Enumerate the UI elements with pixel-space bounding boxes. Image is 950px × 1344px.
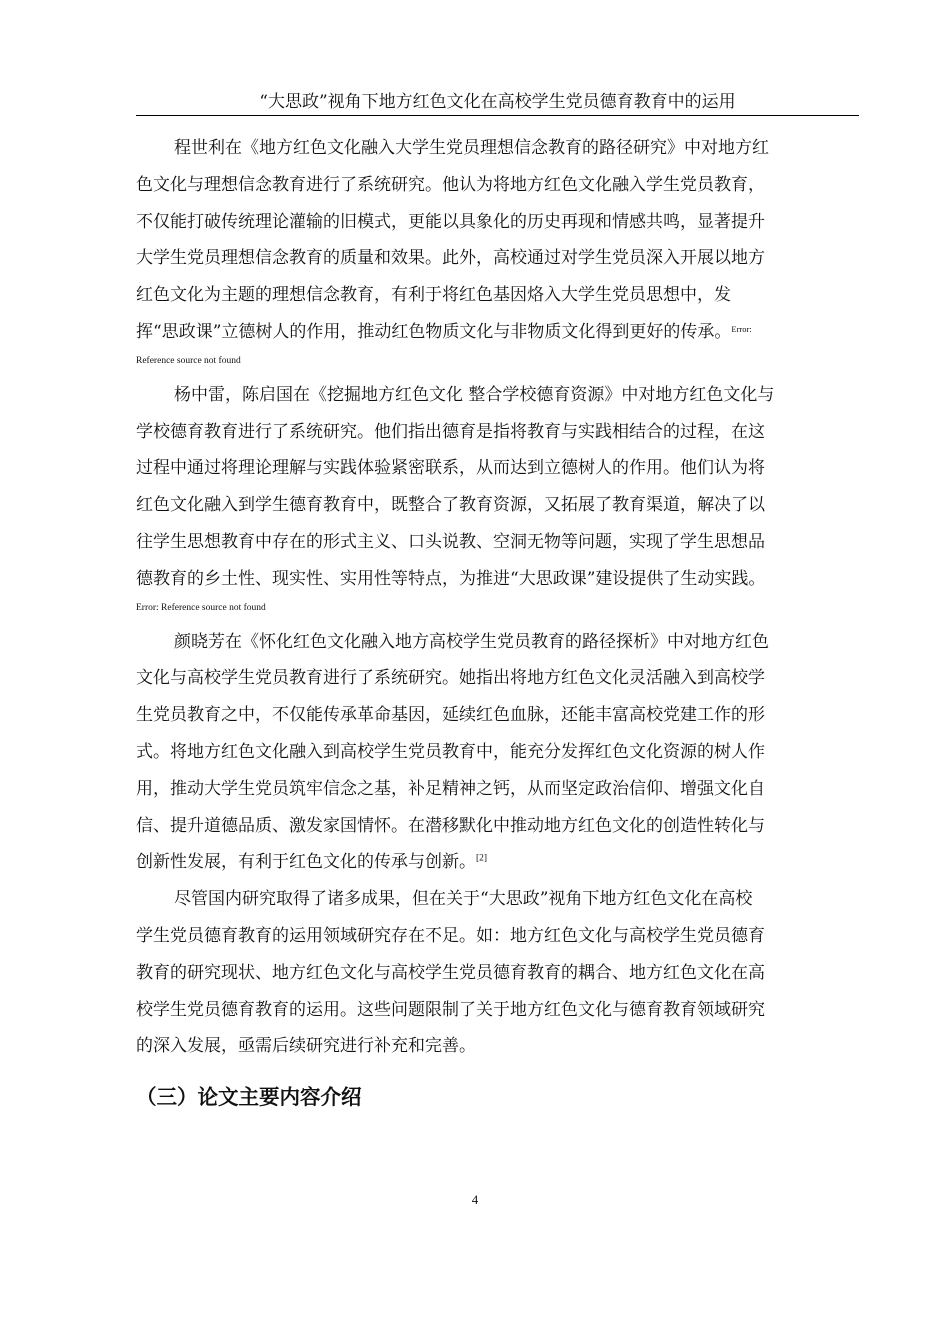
document-body	[136, 130, 848, 1117]
paragraph-research-gap	[136, 881, 848, 1065]
citation-marker: [2]	[476, 853, 488, 864]
reference-error-note: Error: Reference source not found	[136, 602, 266, 613]
paragraph-line: 学校德育教育进行了系统研究。他们指出德育是指将教育与实践相结合的过程，在这	[136, 421, 765, 442]
paragraph-line: 生党员教育之中，不仅能传承革命基因，延续红色血脉，还能丰富高校党建工作的形	[136, 705, 765, 726]
paragraph-line: 用，推动大学生党员筑牢信念之基，补足精神之钙，从而坚定政治信仰、增强文化自	[136, 778, 765, 799]
paragraph-line: 文化与高校学生党员教育进行了系统研究。她指出将地方红色文化灵活融入到高校学	[136, 668, 765, 689]
paragraph-line: 红色文化融入到学生德育教育中，既整合了教育资源，又拓展了教育渠道，解决了以	[136, 495, 765, 516]
paragraph-line: 信、提升道德品质、激发家国情怀。在潜移默化中推动地方红色文化的创造性转化与	[136, 815, 765, 836]
paragraph-line: 颜晓芳在《怀化红色文化融入地方高校学生党员教育的路径探析》中对地方红色	[174, 631, 769, 652]
paragraph-line: 式。将地方红色文化融入到高校学生党员教育中，能充分发挥红色文化资源的树人作	[136, 741, 765, 762]
paragraph-line: 不仅能打破传统理论灌输的旧模式，更能以具象化的历史再现和情感共鸣，显著提升	[136, 211, 765, 232]
running-header: “大思政”视角下地方红色文化在高校学生党员德育教育中的运用	[259, 92, 736, 112]
paragraph-line: 红色文化为主题的理想信念教育，有利于将红色基因烙入大学生党员思想中，发	[136, 285, 731, 306]
paragraph-line	[136, 314, 848, 351]
paragraph-yang-zhonglei	[136, 377, 848, 598]
paragraph-line: 校学生党员德育教育的运用。这些问题限制了关于地方红色文化与德育教育领域研究	[136, 999, 765, 1020]
paragraph-line: 学生党员德育教育的运用领域研究存在不足。如：地方红色文化与高校学生党员德育	[136, 925, 765, 946]
paragraph-line	[136, 844, 848, 881]
paragraph-line: 大学生党员理想信念教育的质量和效果。此外，高校通过对学生党员深入开展以地方	[136, 248, 765, 269]
header-rule	[136, 115, 859, 116]
paragraph-yan-xiaofang	[136, 624, 848, 882]
section-heading: （三）论文主要内容介绍	[136, 1085, 362, 1110]
paragraph-line-text: 创新性发展，有利于红色文化的传承与创新。	[136, 852, 476, 873]
paragraph-line: 德教育的乡土性、现实性、实用性等特点，为推进“大思政课”建设提供了生动实践。	[136, 568, 766, 589]
paragraph-line-text: 挥“思政课”立德树人的作用，推动红色物质文化与非物质文化得到更好的传承。	[136, 321, 732, 342]
paragraph-line: 往学生思想教育中存在的形式主义、口头说教、空洞无物等问题，实现了学生思想品	[136, 531, 765, 552]
paragraph-line: 程世利在《地方红色文化融入大学生党员理想信念教育的路径研究》中对地方红	[174, 138, 769, 158]
reference-error-tag: Error:	[731, 323, 752, 334]
paragraph-line: 杨中雷，陈启国在《挖掘地方红色文化 整合学校德育资源》中对地方红色文化与	[174, 384, 775, 405]
page-number: 4	[471, 1192, 479, 1207]
reference-error-note: Reference source not found	[136, 355, 241, 366]
paragraph-cheng-shili	[136, 130, 848, 351]
paragraph-line: 过程中通过将理论理解与实践体验紧密联系，从而达到立德树人的作用。他们认为将	[136, 458, 765, 479]
paragraph-line: 教育的研究现状、地方红色文化与高校学生党员德育教育的耦合、地方红色文化在高	[136, 962, 765, 983]
paragraph-line: 的深入发展，亟需后续研究进行补充和完善。	[136, 1036, 476, 1057]
paragraph-line: 色文化与理想信念教育进行了系统研究。他认为将地方红色文化融入学生党员教育，	[136, 174, 765, 195]
paragraph-line: 尽管国内研究取得了诸多成果，但在关于“大思政”视角下地方红色文化在高校	[174, 889, 753, 910]
